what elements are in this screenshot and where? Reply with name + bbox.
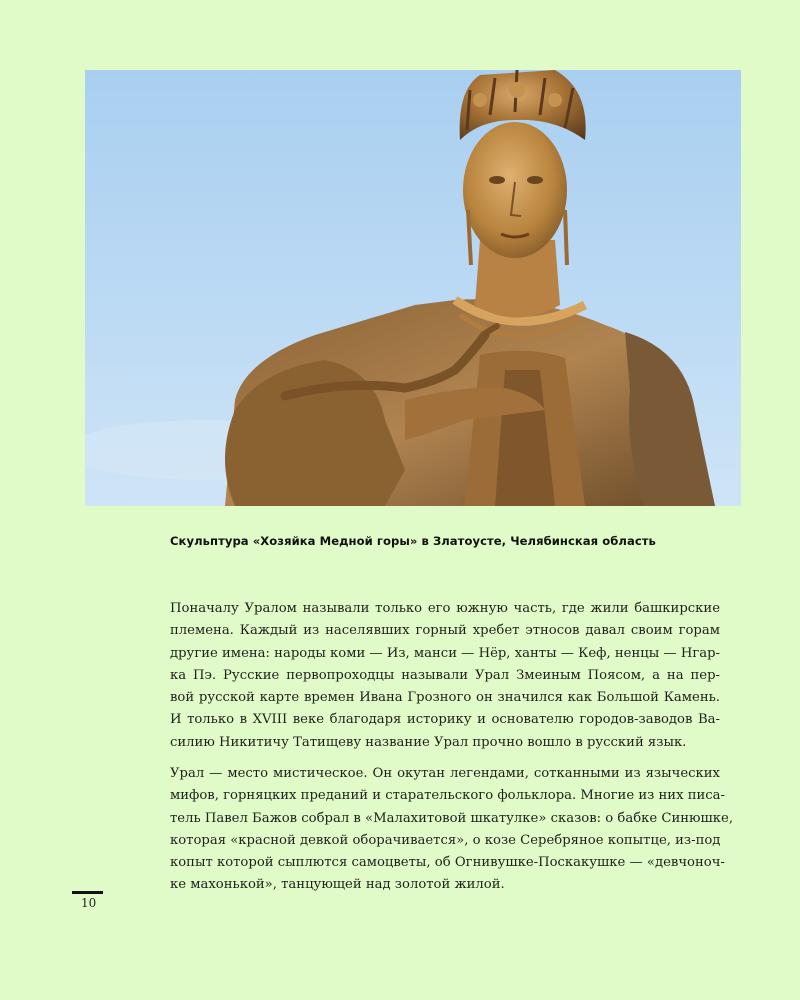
text-line: вой русской карте времен Ивана Грозного он значился как Большой Камень. [170,690,720,706]
text-line: копыт которой сыплются самоцветы, об Огнивушке-Поскакушке — «девчоноч- [170,855,725,871]
text-line: ке махонькой», танцующей над золотой жилой. [170,877,505,893]
text-line: которая «красной девкой оборачивается», о козе Серебряное копытце, из-под [170,832,721,848]
sculpture-image [85,70,741,506]
text-line: ка Пэ. Русские первопроходцы называли Урал Змеиным Поясом, а на пер- [170,667,720,683]
text-line: силию Никитичу Татищеву название Урал прочно вошло в русский язык. [170,734,687,750]
text-line: мифов, горняцких преданий и старательского фольклора. Многие из них писа- [170,788,725,804]
text-line: другие имена: народы коми — Из, манси — Нёр, ханты — Кеф, ненцы — Нгар- [170,645,720,661]
photo-caption: Скульптура «Хозяйка Медной горы» в Златоусте, Челябинская область [170,534,656,548]
paragraph-1 [170,598,720,754]
sculpture-photo [85,70,741,506]
text-line: тель Павел Бажов собрал в «Малахитовой шкатулке» сказов: о бабке Синюшке, [170,810,734,826]
paragraph-2 [170,763,734,897]
page-number: 10 [81,896,97,910]
text-line: Поначалу Уралом называли только его южную часть, где жили башкирские [170,601,720,616]
text-line: И только в XVIII веке благодаря историку и основателю городов-заводов Ва- [170,712,720,728]
page-number-rule [72,891,103,894]
text-line: Урал — место мистическое. Он окутан легендами, сотканными из языческих [170,766,720,781]
text-line: племена. Каждый из населявших горный хребет этносов давал своим горам [170,623,720,639]
